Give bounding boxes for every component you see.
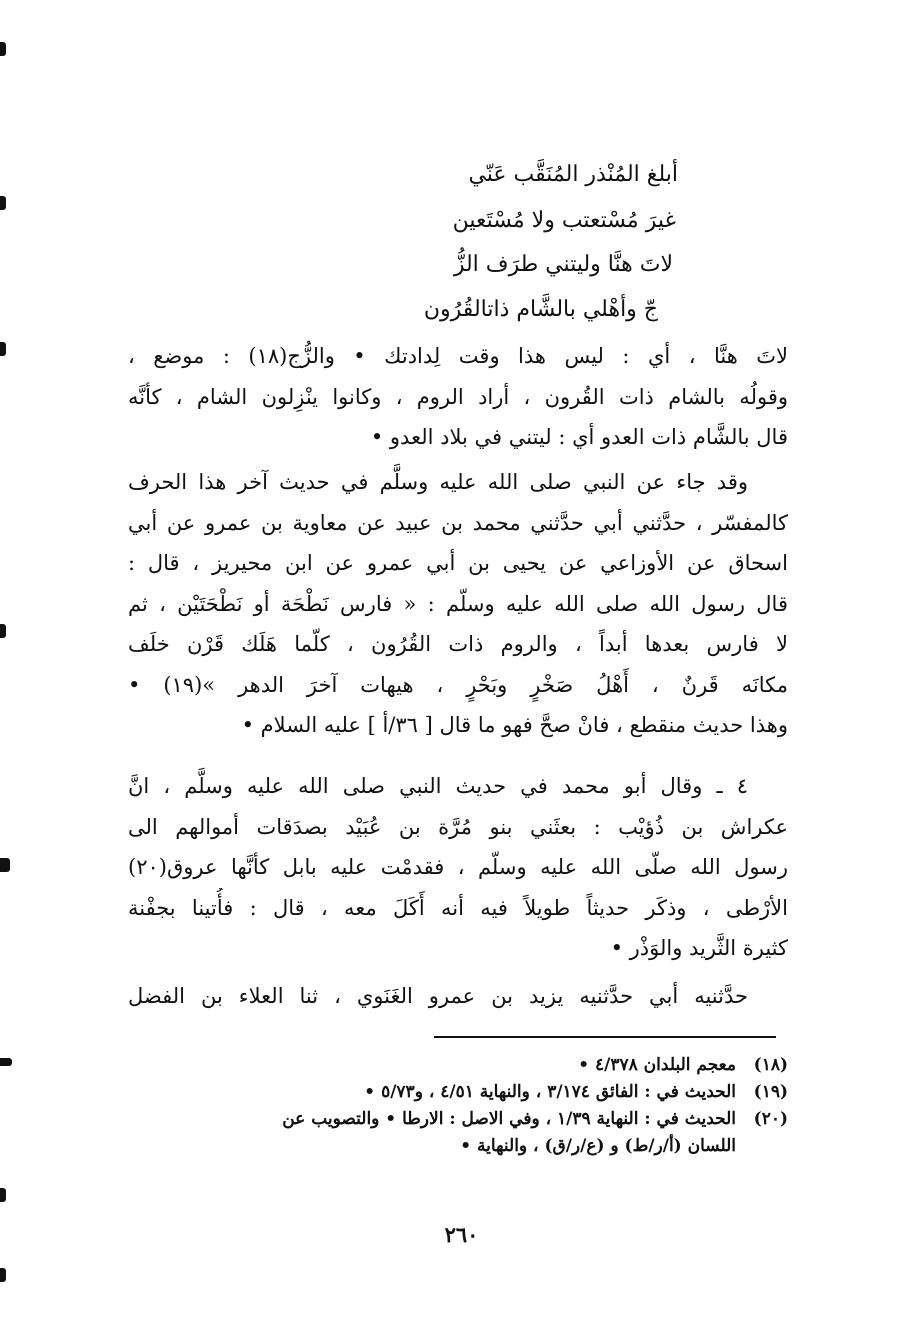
footnote-18: [128, 1052, 788, 1079]
paragraph-isnad: [128, 976, 788, 1017]
footnote-number: (١٨): [753, 1055, 788, 1075]
text-line: رسول الله صلّى الله عليه وسلّم ، فقدمْت عليه بابل كأنَّها عروق(٢٠): [128, 855, 788, 879]
text-line: لا فارس بعدها أبداً ، والروم ذات القُرُون ، كلّما هَلَك قَرْن خلَف: [128, 632, 788, 656]
poem-verse-1: أبلغ المُنْذر المُنَقَّب عَنّي: [468, 162, 678, 187]
footnote-19: [128, 1079, 788, 1106]
scan-edge-mark: [0, 342, 6, 356]
page-number: ٢٦٠: [444, 1222, 479, 1247]
text-line: وهذا حديث منقطع ، فانْ صحَّ فهو ما قال [ ٣٦/أ ] عليه السلام •: [241, 713, 788, 737]
text-line: مكانَه قَرنٌ ، أَهْلُ صَخْرٍ وبَحْرٍ ، هيهات آخرَ الدهر »(١٩) •: [128, 672, 788, 697]
text-line: قال بالشَّام ذات العدو أي : ليتني في بلاد العدو •: [370, 425, 788, 449]
footnote-20: [128, 1106, 788, 1133]
text-line: اسحاق عن الأوزاعي عن يحيى بن أبي عمرو عن ابن محيريز ، قال :: [128, 551, 788, 575]
footnote-text: الحديث في : النهاية ١/٣٩ ، وفي الاصل : الارطا • والتصويب عن: [282, 1109, 736, 1129]
paragraph-commentary: [128, 336, 788, 458]
scan-edge-mark: [0, 42, 6, 56]
text-line: كثيرة الثَّريد والوَذْر •: [610, 936, 788, 960]
text-line: الأرْطى ، وذكَر حديثاً طويلاً فيه أنه أَكَلَ معه ، قال : فأُتينا بجفْنة: [128, 895, 788, 920]
footnotes: [128, 1052, 788, 1160]
scan-edge-mark: [0, 1058, 12, 1066]
text-line: ٤ ـ وقال أبو محمد في حديث النبي صلى الله عليه وسلَّم ، انَّ: [128, 774, 748, 798]
scan-edge-mark: [0, 858, 10, 872]
text-line: قال رسول الله صلى الله عليه وسلّم : « فارس نَطْحَة أو نَطْحَتَيْن ، ثم: [128, 591, 788, 616]
scan-edge-mark: [0, 1188, 6, 1202]
poem-verse-2: غيرَ مُسْتعتب ولا مُسْتَعين: [452, 208, 676, 233]
footnote-number: (١٩): [753, 1082, 788, 1102]
footnote-20-continued: [128, 1133, 788, 1160]
scan-edge-mark: [0, 624, 6, 638]
footnote-text: اللسان (أ/ر/ط) و (ع/ر/ق) ، والنهاية •: [460, 1136, 736, 1156]
footnote-number: (٢٠): [753, 1109, 788, 1129]
text-line: عكراش بن ذُؤيْب : بعثَني بنو مُرَّة بن عُبَيْد بصدَقات أموالهم الى: [128, 814, 788, 839]
poem-verse-3: لاتَ هنَّا وليتني طرَف الزُّ: [453, 252, 673, 277]
text-line: كالمفسّر ، حدَّثني أبي حدَّثني محمد بن عبيد عن معاوية بن عمرو عن أبي: [128, 510, 788, 535]
text-line: حدَّثنيه أبي حدَّثنيه يزيد بن عمرو الغَنَوي ، ثنا العلاء بن الفضل: [128, 984, 748, 1008]
text-line: لاتَ هنَّا ، أي : ليس هذا وقت لِدادتك • والزُّج(١٨) : موضع ،: [128, 344, 788, 368]
footnote-separator: [434, 1036, 776, 1038]
paragraph-ikrash: [128, 766, 788, 969]
text-line: وقد جاء عن النبي صلى الله عليه وسلَّم في حديث آخر هذا الحرف: [128, 470, 748, 494]
poem-verse-4: جّ وأهْلي بالشَّام ذاتالقُرُون: [423, 297, 658, 322]
footnote-number: [736, 1133, 788, 1160]
scan-edge-mark: [0, 196, 6, 210]
scan-edge-mark: [0, 1268, 6, 1282]
footnote-text: الحديث في : الفائق ٣/١٧٤ ، والنهاية ٤/٥١ ، و٥/٧٣ •: [364, 1082, 736, 1102]
paragraph-hadith: [128, 462, 788, 746]
footnote-text: معجم البلدان ٤/٣٧٨ •: [578, 1055, 736, 1075]
text-line: وقولُه بالشام ذات القُرون ، أراد الروم ، وكانوا ينْزِلون الشام ، كأنَّه: [128, 384, 788, 409]
